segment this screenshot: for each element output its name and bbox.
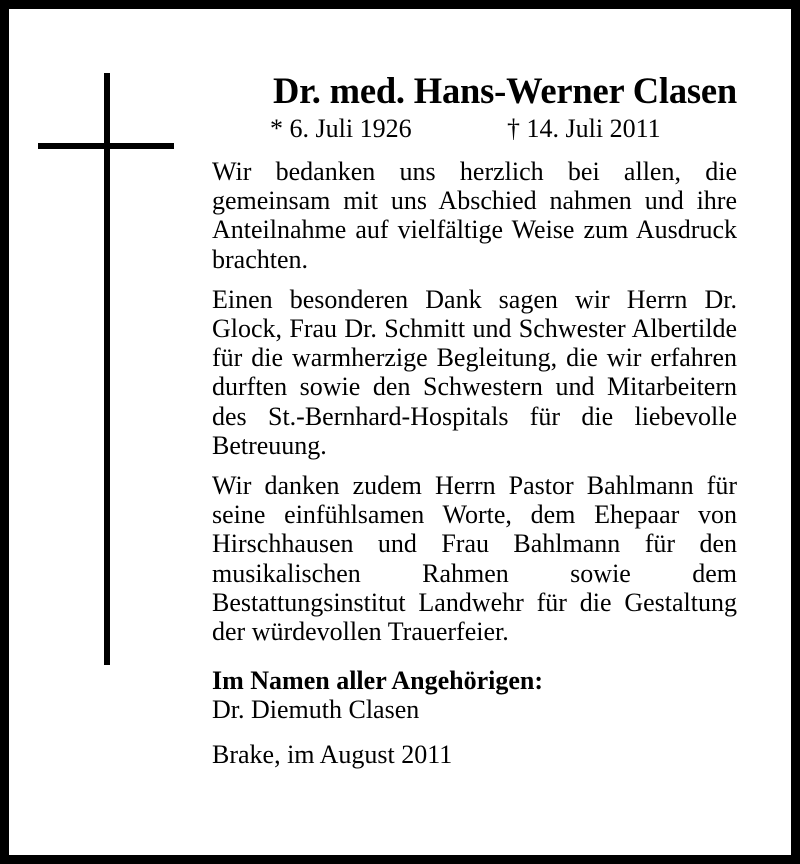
cross-vertical-bar [104,73,110,665]
deceased-name: Dr. med. Hans-Werner Clasen [272,70,737,111]
cross-horizontal-bar [38,143,174,149]
signature-name: Dr. Diemuth Clasen [212,695,420,725]
death-date: † 14. Juli 2011 [507,114,661,143]
obituary-card [9,9,791,855]
signature-heading: Im Namen aller Angehörigen: [212,666,543,696]
thanks-paragraph-2: Einen besonderen Dank sagen wir Herrn Dr. Glock, Frau Dr. Schmitt und Schwester Albertilde für die warmherzige Begleitung, die wir erfahren durften sowie den Schwestern und Mitarbeitern des St.-Bernhard-Hospitals für die liebevolle Betreuung. [212,284,737,460]
birth-date: * 6. Juli 1926 [270,114,412,143]
thanks-paragraph-3: Wir danken zudem Herrn Pastor Bahlmann für seine einfühlsamen Worte, dem Ehepaar von Hirschhausen und Frau Bahlmann für den musikalischen Rahmen sowie dem Bestattungsinstitut Landwehr für die Gestaltung der würdevollen Trauerfeier. [212,471,737,647]
life-dates [212,113,737,145]
thanks-paragraph-1: Wir bedanken uns herzlich bei allen, die gemeinsam mit uns Abschied nahmen und ihre Anteilnahme auf vielfältige Weise zum Ausdruck brachten. [212,157,737,274]
place-date: Brake, im August 2011 [212,740,453,770]
notice-text-column [212,69,737,769]
